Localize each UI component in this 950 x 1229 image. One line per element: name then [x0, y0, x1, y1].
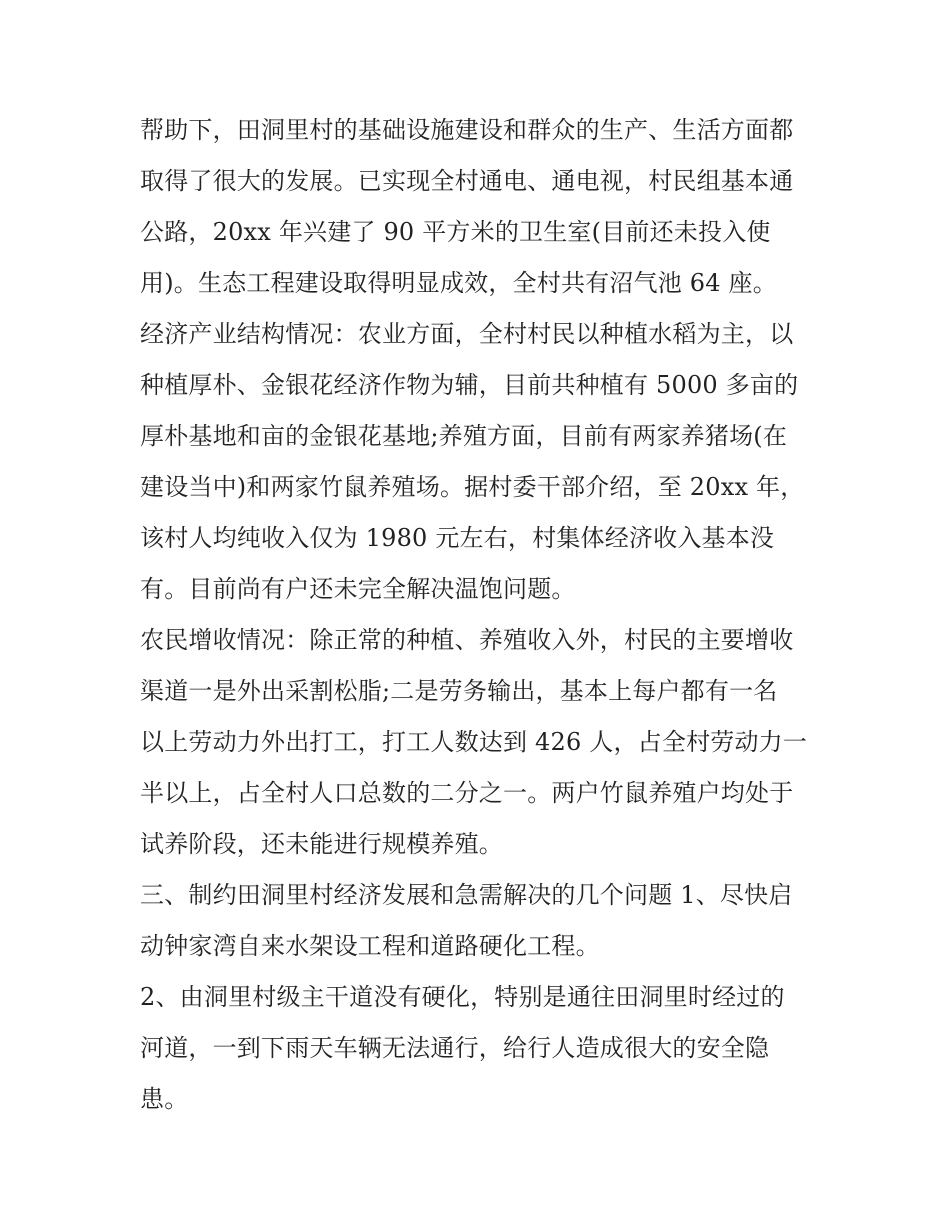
text-line: 2、由洞里村级主干道没有硬化，特别是通往田洞里时经过的 [140, 983, 785, 1011]
text-line: 种植厚朴、金银花经济作物为辅，目前共种植有 5000 多亩的 [140, 371, 799, 399]
text-line: 三、制约田洞里村经济发展和急需解决的几个问题 1、尽快启 [140, 881, 793, 909]
text-line: 厚朴基地和亩的金银花基地;养殖方面，目前有两家养猪场(在 [140, 422, 788, 450]
text-line: 经济产业结构情况：农业方面，全村村民以种植水稻为主，以 [140, 320, 794, 348]
text-line: 半以上，占全村人口总数的二分之一。两户竹鼠养殖户均处于 [140, 779, 794, 807]
text-line: 以上劳动力外出打工，打工人数达到 426 人，占全村劳动力一 [140, 728, 808, 756]
text-line: 帮助下，田洞里村的基础设施建设和群众的生产、生活方面都 [140, 116, 794, 144]
text-line: 河道，一到下雨天车辆无法通行，给行人造成很大的安全隐 [140, 1034, 770, 1062]
text-line: 有。目前尚有户还未完全解决温饱问题。 [140, 575, 576, 603]
text-line: 农民增收情况：除正常的种植、养殖收入外，村民的主要增收 [140, 626, 794, 654]
text-line: 试养阶段，还未能进行规模养殖。 [140, 830, 503, 858]
document-body [140, 105, 820, 1125]
text-line: 取得了很大的发展。已实现全村通电、通电视，村民组基本通 [140, 167, 794, 195]
text-line: 该村人均纯收入仅为 1980 元左右，村集体经济收入基本没 [140, 524, 775, 552]
text-line: 渠道一是外出采割松脂;二是劳务输出，基本上每户都有一名 [140, 677, 778, 705]
text-line: 公路，20xx 年兴建了 90 平方米的卫生室(目前还未投入使 [140, 218, 771, 246]
text-line: 建设当中)和两家竹鼠养殖场。据村委干部介绍，至 20xx 年， [140, 473, 805, 501]
text-line: 用)。生态工程建设取得明显成效，全村共有沼气池 64 座。 [140, 269, 777, 297]
text-line: 患。 [140, 1085, 189, 1113]
text-line: 动钟家湾自来水架设工程和道路硬化工程。 [140, 932, 600, 960]
